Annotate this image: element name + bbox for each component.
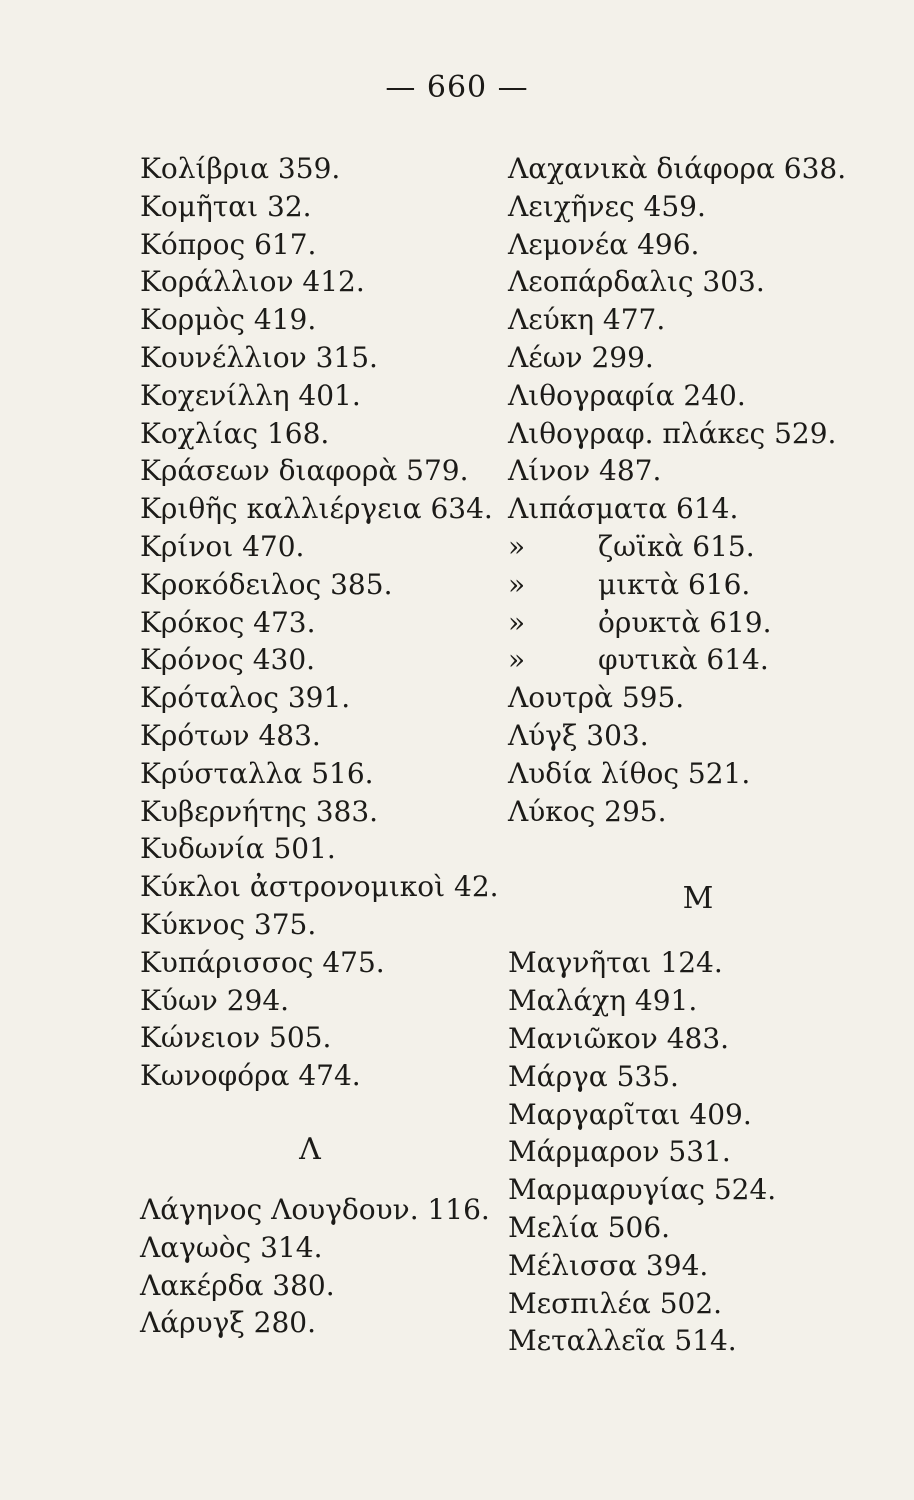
index-entry: Λάρυγξ 280. [140, 1306, 317, 1340]
index-entry: Κόπρος 617. [140, 227, 317, 261]
page-number: — 660 — [385, 70, 529, 105]
ditto-mark: » [508, 605, 526, 639]
sub-entry-text: μικτὰ 616. [598, 567, 751, 601]
section-gap [508, 918, 888, 944]
index-entry: Κώνειον 505. [140, 1021, 332, 1055]
index-entry: Λύκος 295. [508, 794, 667, 828]
index-entry: Κύων 294. [140, 983, 290, 1017]
section-gap [140, 1169, 480, 1191]
index-entry: Κρόταλος 391. [140, 681, 351, 715]
index-entry: Λιθογραφία 240. [508, 378, 746, 412]
section-heading-mu: Μ [682, 881, 714, 917]
index-entry: Μάρμαρον 531. [508, 1135, 731, 1169]
index-entry: Μελία 506. [508, 1210, 671, 1244]
index-entry: Κορμὸς 419. [140, 303, 317, 337]
section-gap [508, 830, 888, 880]
index-entry: Λίνον 487. [508, 454, 662, 488]
index-entry: Μάργα 535. [508, 1059, 679, 1093]
index-entry: Κομῆται 32. [140, 189, 312, 223]
index-entry: Μαρμαρυγίας 524. [508, 1173, 777, 1207]
index-entry: Λυδία λίθος 521. [508, 756, 751, 790]
index-entry: Μαγνῆται 124. [508, 946, 723, 980]
index-entry: Λάγηνος Λουγδουν. 116. [140, 1192, 490, 1226]
index-entry: Μεταλλεῖα 514. [508, 1324, 737, 1358]
index-entry: Κράσεων διαφορὰ 579. [140, 454, 469, 488]
index-entry: Κυπάρισσος 475. [140, 945, 385, 979]
ditto-mark: » [508, 529, 526, 563]
index-entry: Κρύσταλλα 516. [140, 756, 374, 790]
index-entry: Λέων 299. [508, 340, 654, 374]
index-column-right [508, 150, 888, 1360]
index-entry: Κρόκος 473. [140, 605, 316, 639]
index-entry-sub [508, 604, 888, 642]
index-entry-sub [508, 641, 888, 679]
index-entry: Λειχῆνες 459. [508, 189, 706, 223]
index-entry: Λεμονέα 496. [508, 227, 700, 261]
index-entry: Κρίνοι 470. [140, 529, 305, 563]
index-entry: Λιθογραφ. πλάκες 529. [508, 416, 837, 450]
index-column-left [140, 150, 499, 1342]
sub-entry-text: ὀρυκτὰ 619. [598, 605, 772, 639]
index-entry: Κρόνος 430. [140, 643, 316, 677]
index-entry: Κουνέλλιον 315. [140, 340, 378, 374]
section-gap [140, 1095, 480, 1131]
index-entry: Κύκλοι ἀστρονομικοὶ 42. [140, 870, 499, 904]
index-entry: Λιπάσματα 614. [508, 492, 739, 526]
index-entry: Κοράλλιον 412. [140, 265, 365, 299]
index-entry: Λαχανικὰ διάφορα 638. [508, 152, 847, 185]
ditto-mark: » [508, 567, 526, 601]
index-entry: Λεύκη 477. [508, 303, 666, 337]
section-heading-lambda: Λ [299, 1131, 321, 1167]
index-entry: Κωνοφόρα 474. [140, 1059, 361, 1093]
sub-entry-text: φυτικὰ 614. [598, 643, 769, 677]
index-entry: Κροκόδειλος 385. [140, 567, 393, 601]
index-entry: Λακέρδα 380. [140, 1268, 335, 1302]
index-entry: Λαγωὸς 314. [140, 1230, 323, 1264]
index-entry: Λουτρὰ 595. [508, 681, 685, 715]
index-entry: Κρότων 483. [140, 718, 321, 752]
index-entry: Κοχενίλλη 401. [140, 378, 361, 412]
index-entry: Κριθῆς καλλιέργεια 634. [140, 492, 493, 526]
index-entry: Κυδωνία 501. [140, 832, 336, 866]
index-entry: Κολίβρια 359. [140, 152, 341, 185]
index-entry: Μέλισσα 394. [508, 1248, 709, 1282]
index-entry: Μαλάχη 491. [508, 984, 698, 1018]
ditto-mark: » [508, 643, 526, 677]
index-entry-sub [508, 528, 888, 566]
sub-entry-text: ζωϊκὰ 615. [598, 529, 755, 563]
index-entry: Κοχλίας 168. [140, 416, 330, 450]
index-entry: Λύγξ 303. [508, 718, 649, 752]
index-entry: Κύκνος 375. [140, 907, 317, 941]
index-entry: Μεσπιλέα 502. [508, 1286, 723, 1320]
index-entry: Κυβερνήτης 383. [140, 794, 379, 828]
index-entry: Μανιῶκον 483. [508, 1021, 730, 1055]
index-entry-sub [508, 566, 888, 604]
index-entry: Λεοπάρδαλις 303. [508, 265, 765, 299]
index-entry: Μαργαρῖται 409. [508, 1097, 752, 1131]
